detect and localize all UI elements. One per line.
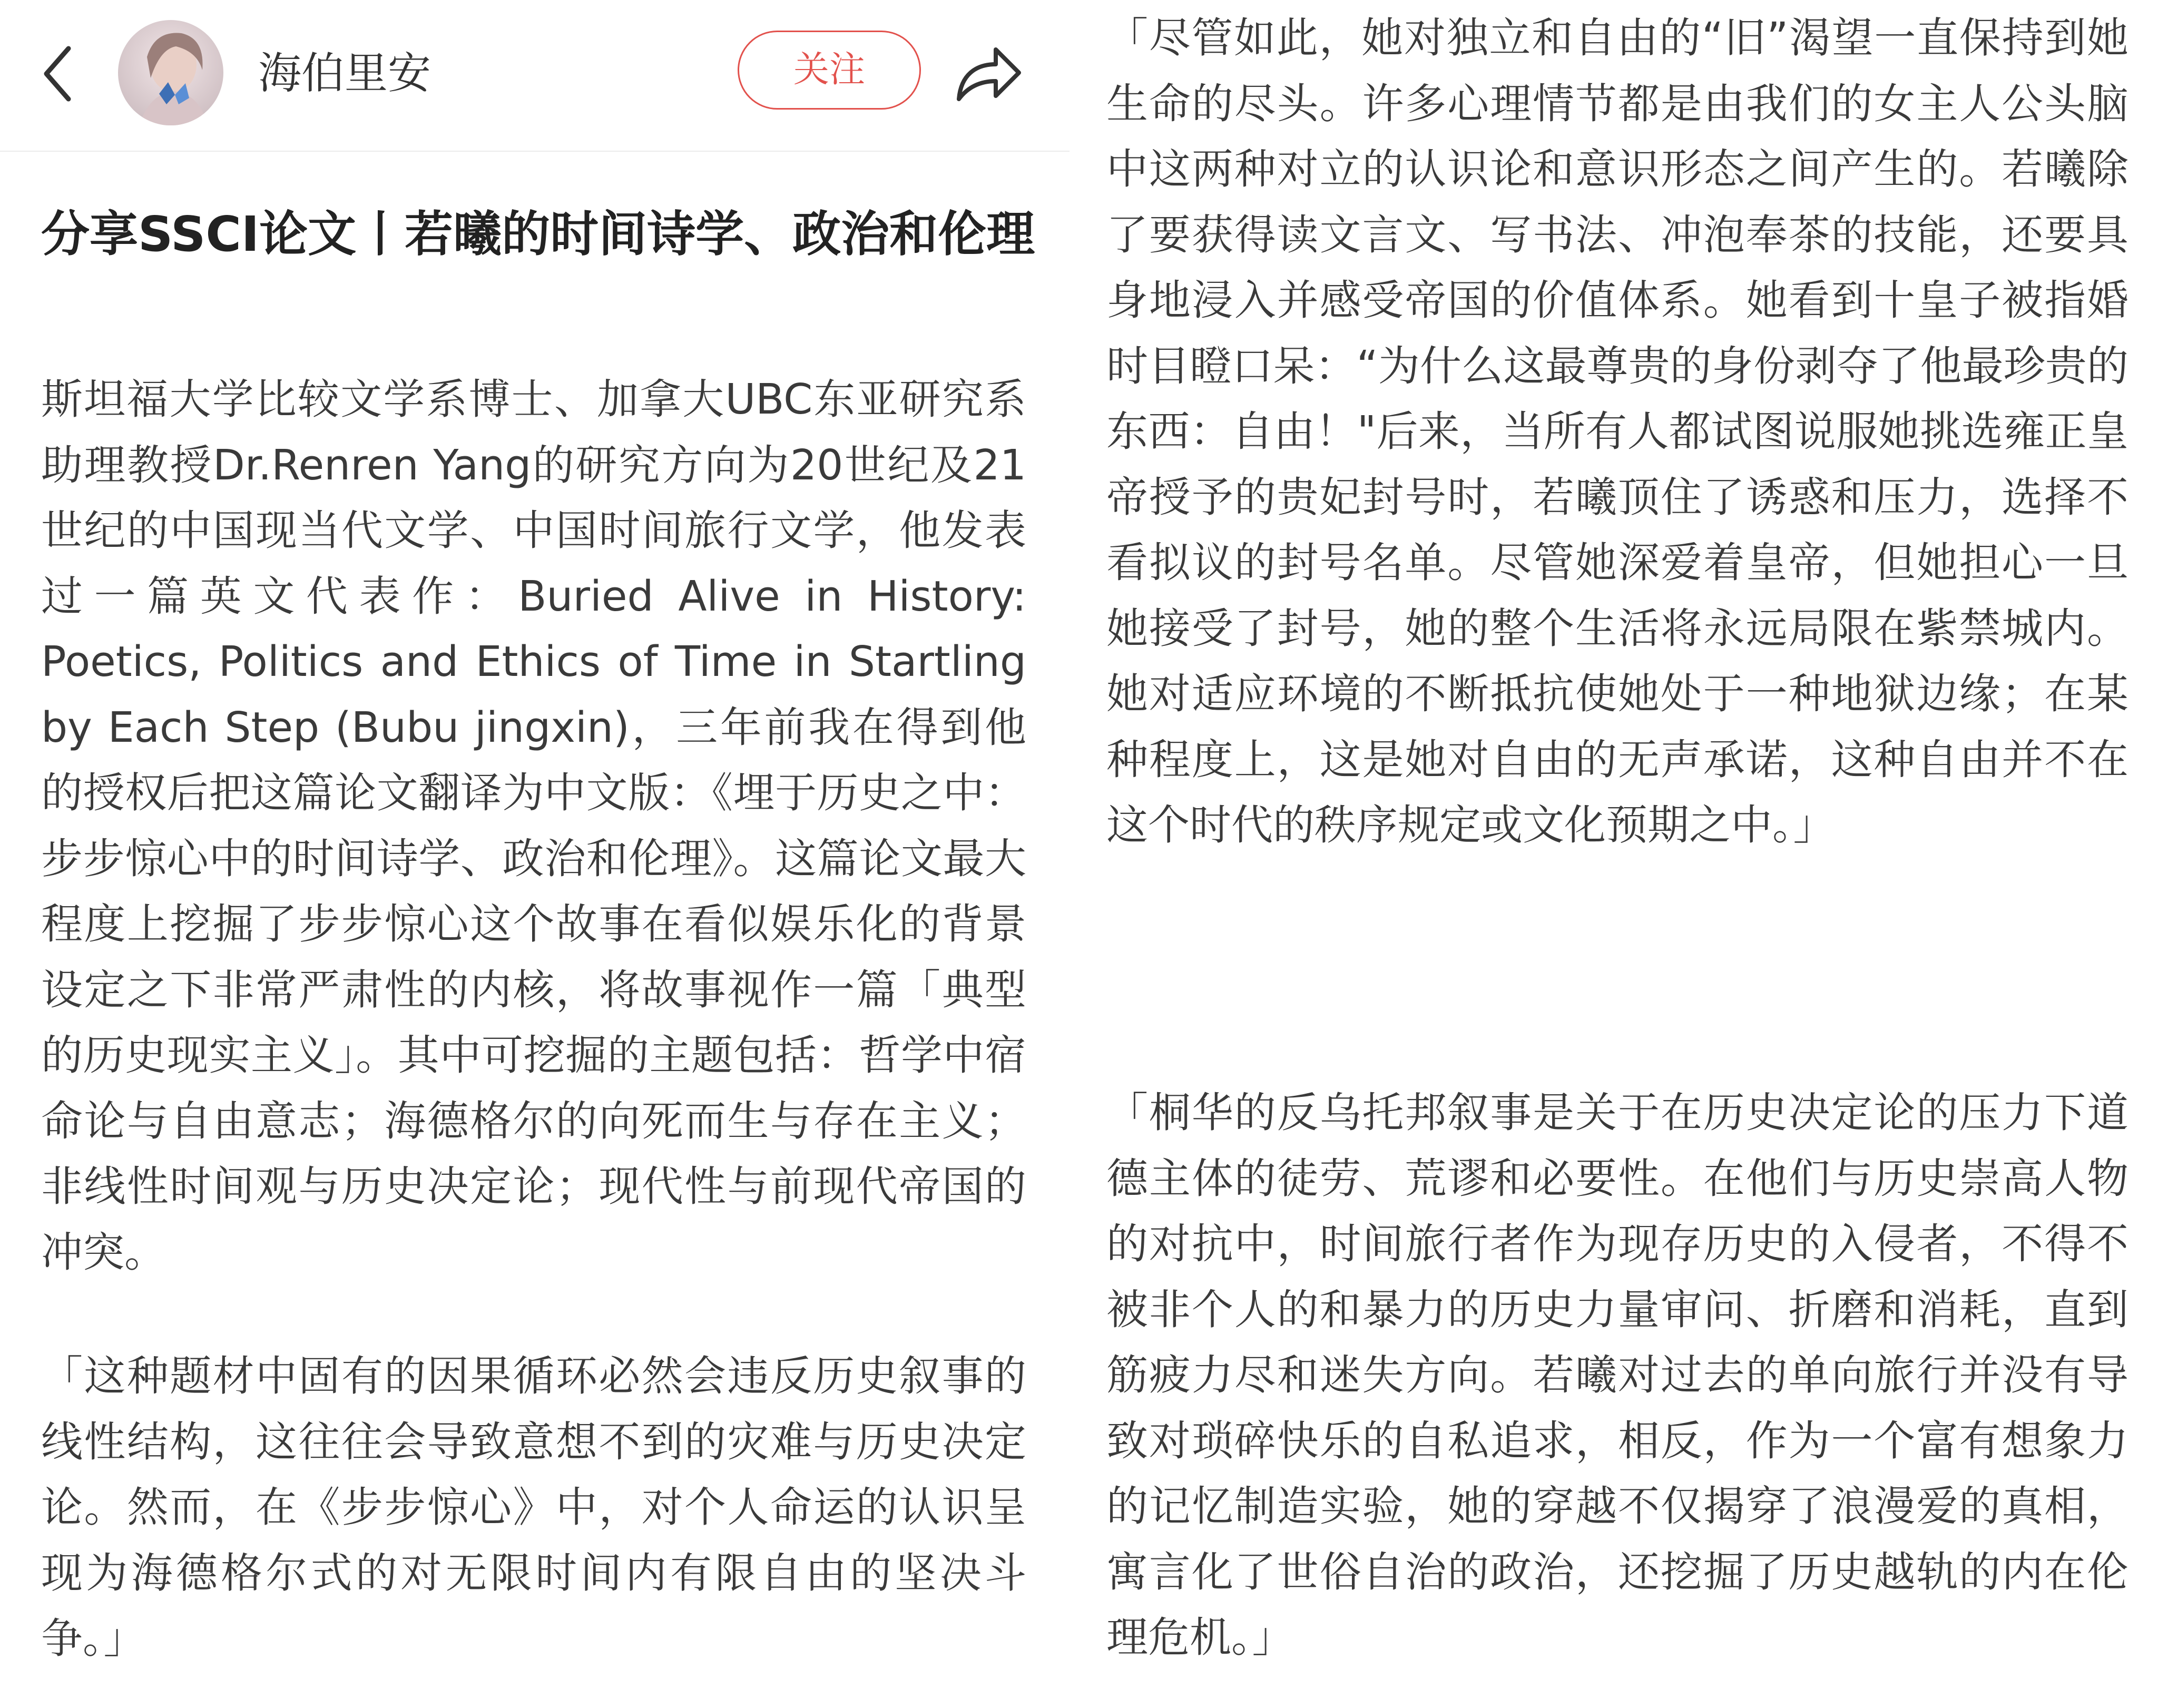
top-bar — [0, 0, 1070, 152]
chevron-left-icon[interactable] — [37, 42, 79, 105]
divider — [0, 151, 1070, 152]
avatar[interactable] — [118, 20, 223, 125]
left-pane — [0, 0, 1070, 1708]
avatar-photo-icon — [118, 20, 223, 125]
post-title: 分享SSCI论文丨若曦的时间诗学、政治和伦理 — [41, 206, 1035, 262]
intro-paragraph: 斯坦福大学比较文学系博士、加拿大UBC东亚研究系助理教授Dr.Renren Yang的研究方向为20世纪及21世纪的中国现当代文学、中国时间旅行文学，他发表过一篇英文代表作：Buried Alive in History: Poetics, Politics and Ethics of Time in Startling by Each Step (Bubu jingxin)，三年前我在得到他的授权后把这篇论文翻译为中文版：《埋于历史之中：步步惊心中的时间诗学、政治和伦理》。这篇论文最大程度上挖掘了步步惊心这个故事在看似娱乐化的背景设定之下非常严肃性的内核，将故事视作一篇「典型的历史现实主义」。其中可挖掘的主题包括：哲学中宿命论与自由意志；海德格尔的向死而生与存在主义；非线性时间观与历史决定论；现代性与前现代帝国的冲突。 — [41, 375, 1026, 1277]
follow-button[interactable]: 关注 — [738, 31, 921, 110]
quote-paragraph: 「尽管如此，她对独立和自由的“旧”渴望一直保持到她生命的尽头。许多心理情节都是由我们的女主人公头脑中这两种对立的认识论和意识形态之间产生的。若曦除了要获得读文言文、写书法、冲泡奉茶的技能，还要具身地浸入并感受帝国的价值体系。她看到十皇子被指婚时目瞪口呆：“为什么这最尊贵的身份剥夺了他最珍贵的东西：自由！"后来，当所有人都试图说服她挑选雍正皇帝授予的贵妃封号时，若曦顶住了诱惑和压力，选择不看拟议的封号名单。尽管她深爱着皇帝，但她担心一旦她接受了封号，她的整个生活将永远局限在紫禁城内。她对适应环境的不断抵抗使她处于一种地狱边缘；在某种程度上，这是她对自由的无声承诺，这种自由并不在这个时代的秩序规定或文化预期之中。」 — [1106, 14, 2128, 849]
right-pane — [1106, 0, 2139, 1708]
quote-paragraph: 「桐华的反乌托邦叙事是关于在历史决定论的压力下道德主体的徒劳、荒谬和必要性。在他们与历史崇高人物的对抗中，时间旅行者作为现存历史的入侵者，不得不被非个人的和暴力的历史力量审问、折磨和消耗，直到筋疲力尽和迷失方向。若曦对过去的单向旅行并没有导致对琐碎快乐的自私追求，相反，作为一个富有想象力的记忆制造实验，她的穿越不仅揭穿了浪漫爱的真相，寓言化了世俗自治的政治，还挖掘了历史越轨的内在伦理危机。」 — [1106, 1088, 2128, 1662]
author-name[interactable]: 海伯里安 — [258, 48, 431, 99]
quote-paragraph: 「这种题材中固有的因果循环必然会违反历史叙事的线性结构，这往往会导致意想不到的灾难与历史决定论。然而，在《步步惊心》中，对个人命运的认识呈现为海德格尔式的对无限时间内有限自由的坚决斗争。」 — [41, 1352, 1026, 1663]
share-arrow-icon[interactable] — [954, 42, 1022, 105]
